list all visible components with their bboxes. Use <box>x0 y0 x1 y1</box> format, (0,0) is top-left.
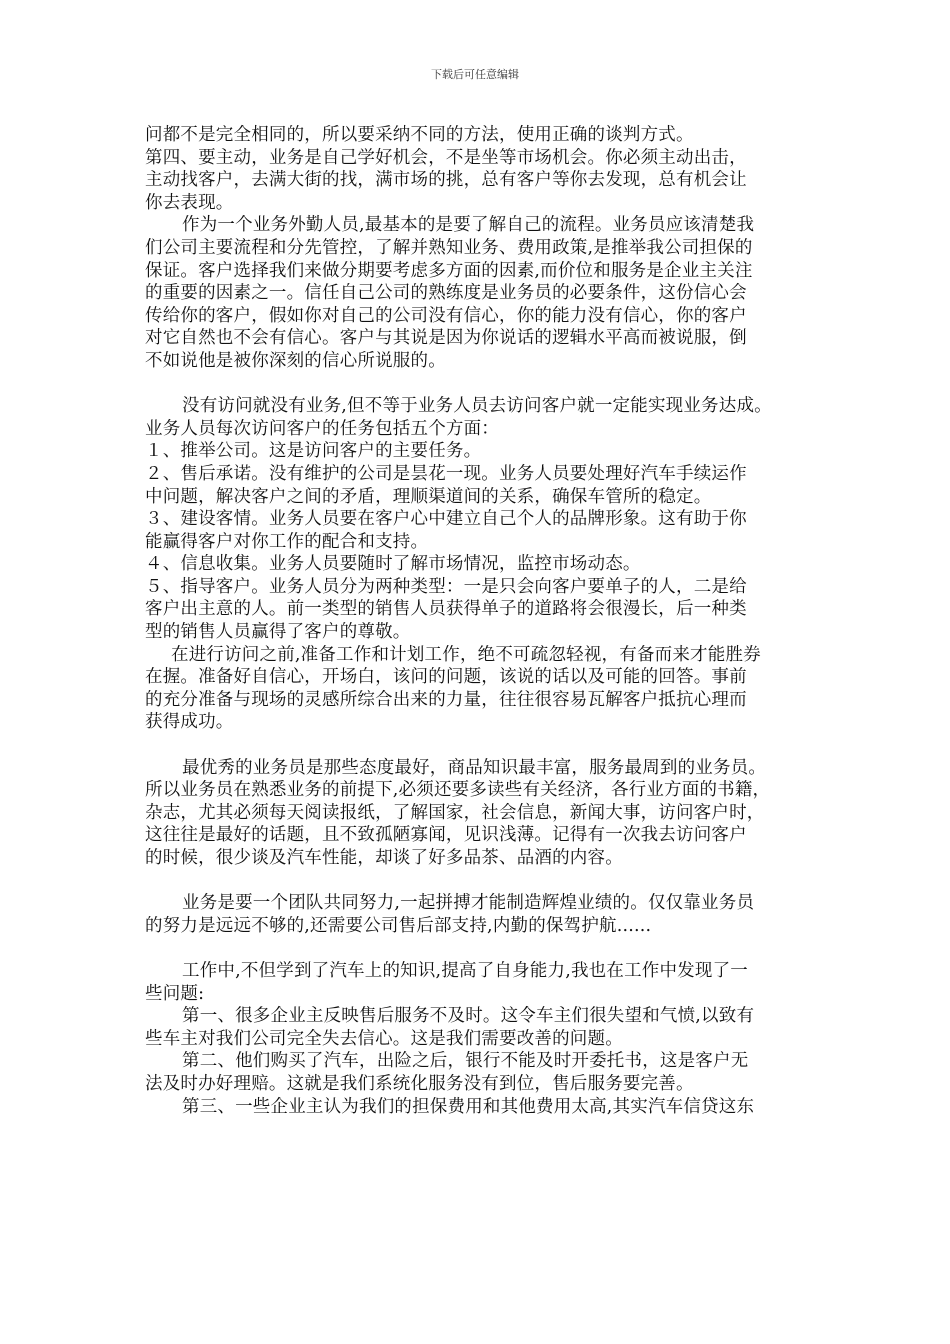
list-item: ３、建设客情。业务人员要在客户心中建立自己个人的品牌形象。这有助于你 <box>145 509 747 530</box>
text-line: 对它自然也不会有信心。客户与其说是因为你说话的逻辑水平高而被说服，倒 <box>145 328 747 349</box>
text-line: 能赢得客户对你工作的配合和支持。 <box>145 531 429 552</box>
list-item: ５、指导客户。业务人员分为两种类型：一是只会向客户要单子的人，二是给 <box>145 576 747 597</box>
text-line: 你去表现。 <box>145 192 234 213</box>
text-line: 工作中,不但学到了汽车上的知识,提高了自身能力,我也在工作中发现了一 <box>182 960 748 981</box>
text-line: 在进行访问之前,准备工作和计划工作，绝不可疏忽轻视，有备而来才能胜券 <box>171 644 761 665</box>
text-line: 的充分准备与现场的灵感所综合出来的力量，往往很容易瓦解客户抵抗心理而 <box>145 689 747 710</box>
text-line: 法及时办好理赔。这就是我们系统化服务没有到位，售后服务要完善。 <box>145 1073 694 1094</box>
text-line: 没有访问就没有业务,但不等于业务人员去访问客户就一定能实现业务达成。 <box>182 396 772 417</box>
text-line: 些问题: <box>145 983 205 1004</box>
text-line: 在握。准备好自信心，开场白，该问的问题，该说的话以及可能的回答。事前 <box>145 667 747 688</box>
text-line: 些车主对我们公司完全失去信心。这是我们需要改善的问题。 <box>145 1028 623 1049</box>
text-line: 业务人员每次访问客户的任务包括五个方面： <box>145 418 499 439</box>
list-item: ２、售后承诺。没有维护的公司是昙花一现。业务人员要处理好汽车手续运作 <box>145 463 747 484</box>
text-line: 型的销售人员赢得了客户的尊敬。 <box>145 622 411 643</box>
text-line: 问都不是完全相同的，所以要采纳不同的方法，使用正确的谈判方式。 <box>145 125 694 145</box>
blank-line <box>145 937 825 960</box>
blank-line <box>145 373 825 396</box>
text-line: 作为一个业务外勤人员,最基本的是要了解自己的流程。业务员应该清楚我 <box>182 215 755 236</box>
text-line: 第二、他们购买了汽车，出险之后，银行不能及时开委托书，这是客户无 <box>182 1051 749 1072</box>
text-line: 的重要的因素之一。信任自己公司的熟练度是业务员的必要条件，这份信心会 <box>145 283 747 304</box>
text-line: 业务是要一个团队共同努力,一起拼搏才能制造辉煌业绩的。仅仅靠业务员 <box>182 893 755 914</box>
text-line: 主动找客户，去满大街的找，满市场的挑，总有客户等你去发现，总有机会让 <box>145 170 747 191</box>
text-line: 第三、一些企业主认为我们的担保费用和其他费用太高,其实汽车信贷这东 <box>182 1096 755 1117</box>
text-line: 保证。客户选择我们来做分期要考虑多方面的因素,而价位和服务是企业主关注 <box>145 260 753 281</box>
text-line: 们公司主要流程和分先管控，了解并熟知业务、费用政策,是推举我公司担保的 <box>145 237 753 258</box>
text-line: 第一、很多企业主反映售后服务不及时。这令车主们很失望和气愤,以致有 <box>182 1006 755 1027</box>
text-line: 获得成功。 <box>145 712 234 733</box>
document-body <box>145 124 825 1118</box>
list-item: １、推举公司。这是访问客户的主要任务。 <box>145 441 482 462</box>
text-line: 客户出主意的人。前一类型的销售人员获得单子的道路将会很漫长，后一种类 <box>145 599 747 620</box>
text-line: 的时候，很少谈及汽车性能，却谈了好多品茶、品酒的内容。 <box>145 848 623 868</box>
text-line: 这往往是最好的话题，且不致孤陋寡闻，见识浅薄。记得有一次我去访问客户 <box>145 825 747 846</box>
text-line: 所以业务员在熟悉业务的前提下,必须还要多读些有关经济，各行业方面的书籍， <box>145 780 771 801</box>
blank-line <box>145 734 825 757</box>
page-header: 下载后可任意编辑 <box>431 68 519 81</box>
text-line: 不如说他是被你深刻的信心所说服的。 <box>145 350 446 371</box>
text-line: 杂志，尤其必须每天阅读报纸，了解国家，社会信息，新闻大事，访问客户时， <box>145 802 765 823</box>
text-line: 最优秀的业务员是那些态度最好，商品知识最丰富，服务最周到的业务员。 <box>182 757 767 778</box>
blank-line <box>145 870 825 893</box>
text-line: 的努力是远远不够的,还需要公司售后部支持,内勤的保驾护航...... <box>145 915 652 936</box>
list-item: ４、信息收集。业务人员要随时了解市场情况，监控市场动态。 <box>145 554 641 575</box>
text-line: 传给你的客户，假如你对自己的公司没有信心，你的能力没有信心，你的客户 <box>145 305 747 326</box>
text-line: 中问题，解决客户之间的矛盾，理顺渠道间的关系，确保车管所的稳定。 <box>145 486 712 507</box>
text-line: 第四、要主动，业务是自己学好机会，不是坐等市场机会。你必须主动出击， <box>145 147 747 168</box>
